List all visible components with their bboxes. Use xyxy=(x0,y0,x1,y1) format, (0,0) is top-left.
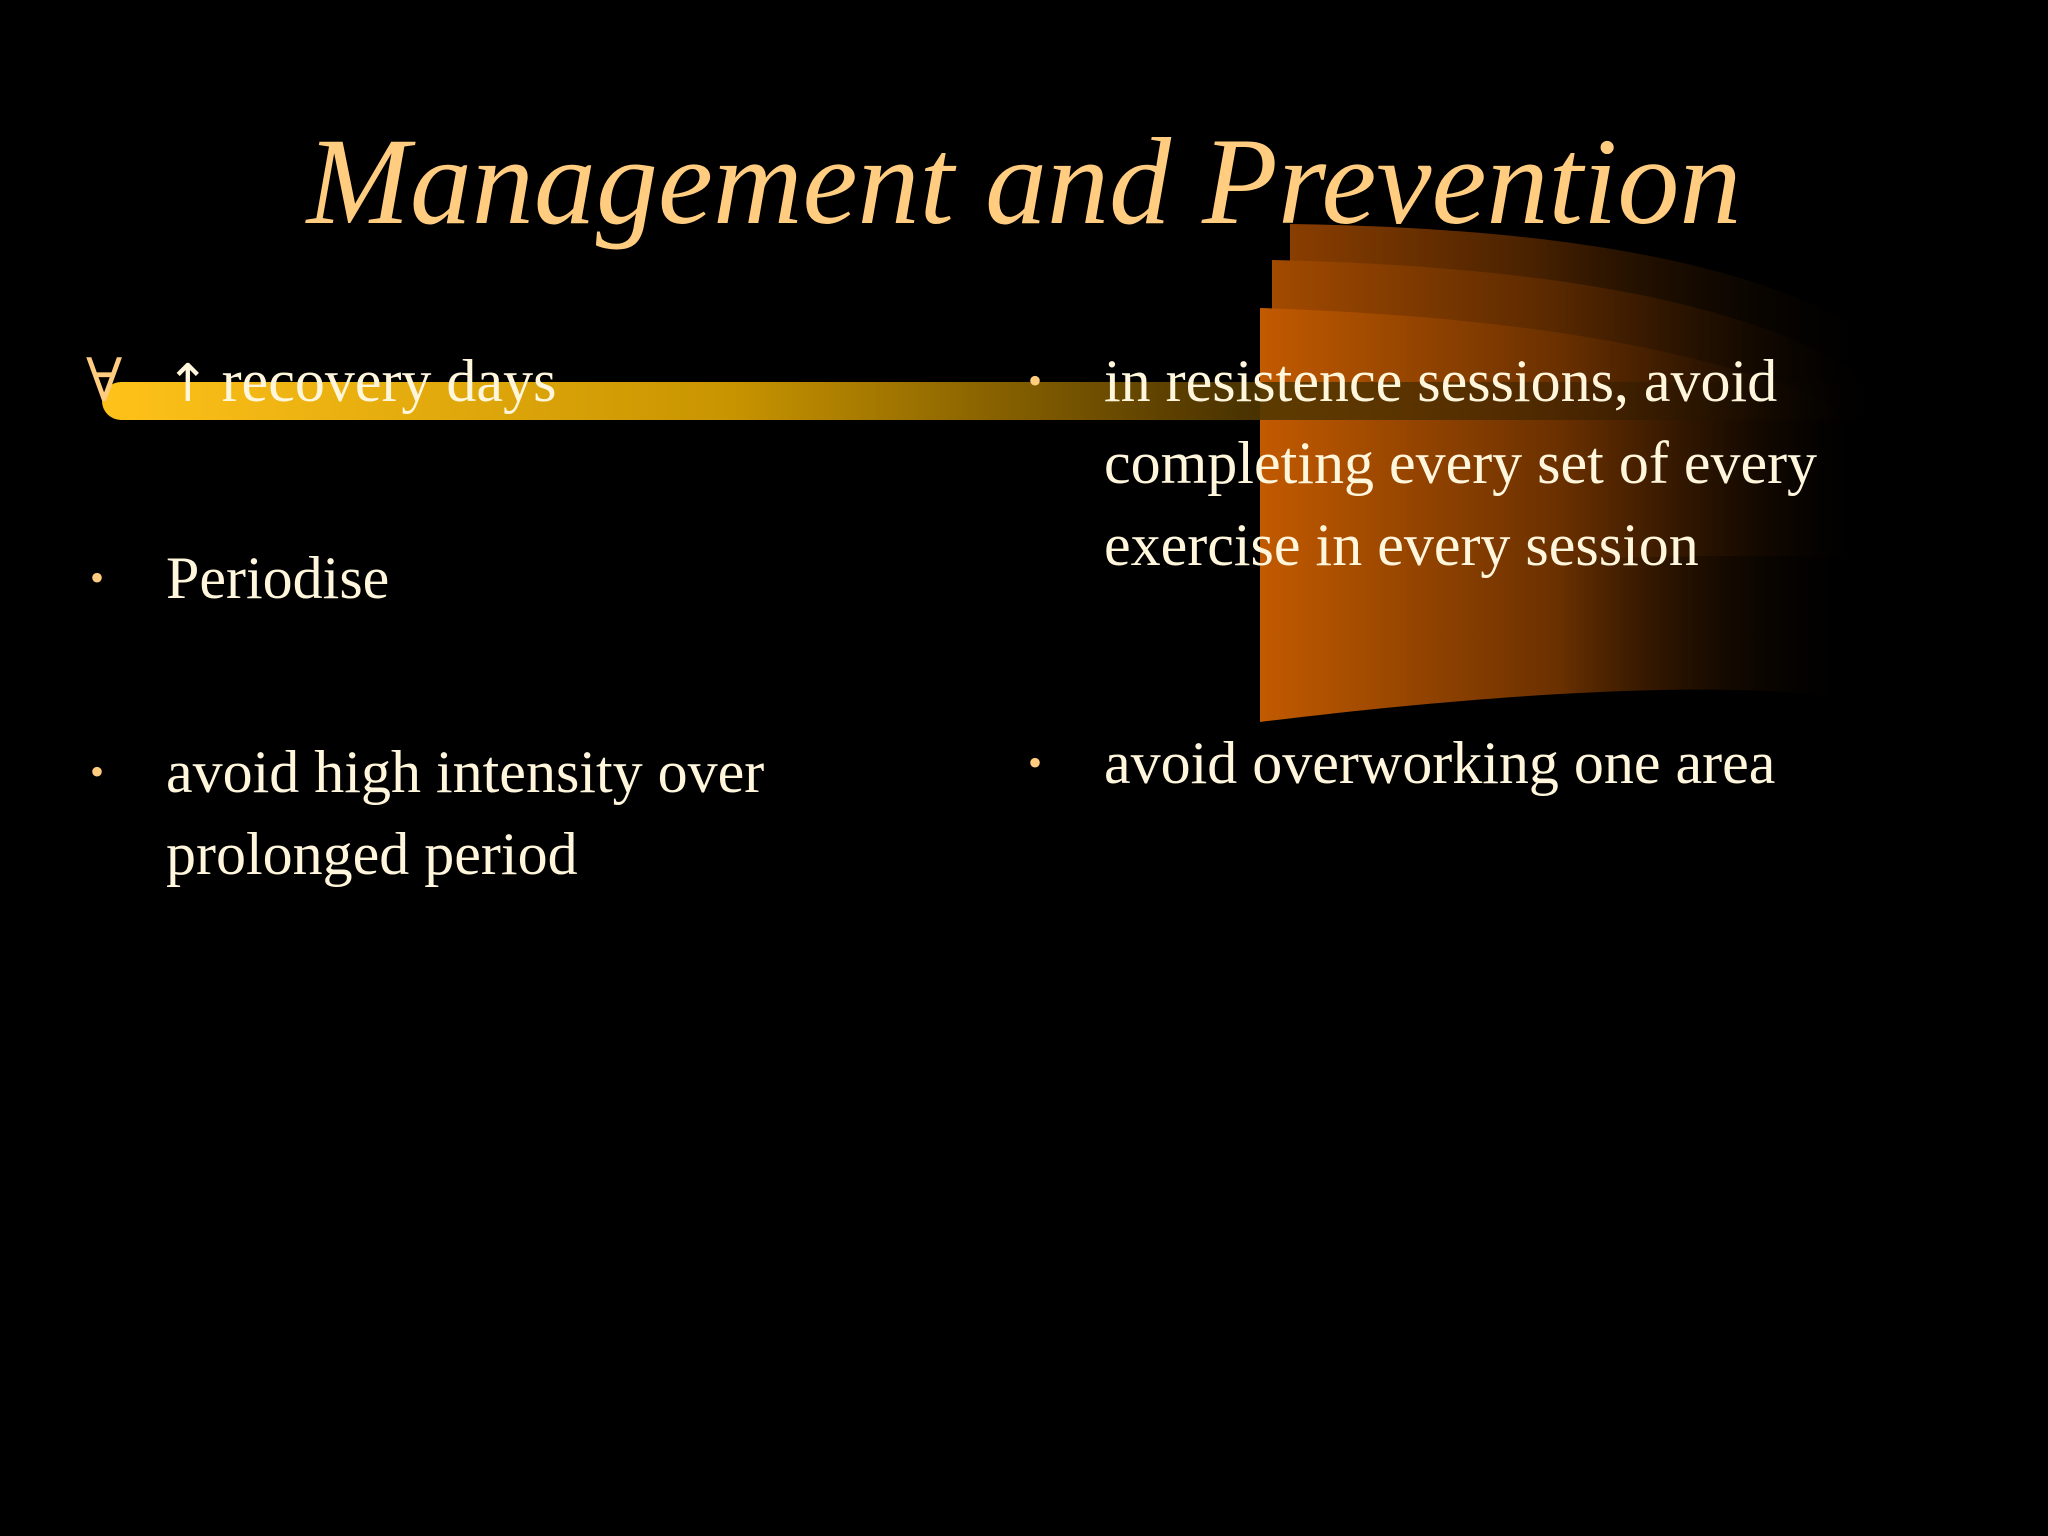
right-bullet-list xyxy=(1024,340,1844,804)
list-item xyxy=(86,731,986,895)
list-item-label: in resistence sessions, avoid completing every set of every exercise in every session xyxy=(1104,348,1818,578)
list-item-text xyxy=(166,340,986,425)
list-item-label: avoid high intensity over prolonged period xyxy=(166,739,765,887)
left-bullet-list xyxy=(86,340,986,895)
list-item xyxy=(1024,340,1844,586)
bullet-icon: • xyxy=(1028,358,1043,403)
slide-title: Management and Prevention xyxy=(306,113,1742,250)
list-item-label: recovery days xyxy=(221,348,557,414)
bullet-icon: • xyxy=(1028,740,1043,785)
bullet-icon: • xyxy=(90,749,105,794)
list-item xyxy=(1024,722,1844,804)
list-item-label: Periodise xyxy=(166,545,390,611)
list-item-label: avoid overworking one area xyxy=(1104,730,1776,796)
bullet-icon: • xyxy=(90,555,105,600)
list-item xyxy=(86,340,986,425)
forall-bullet: ∀ xyxy=(86,348,123,414)
up-arrow-icon: ↑ xyxy=(166,354,210,414)
list-item xyxy=(86,537,986,619)
